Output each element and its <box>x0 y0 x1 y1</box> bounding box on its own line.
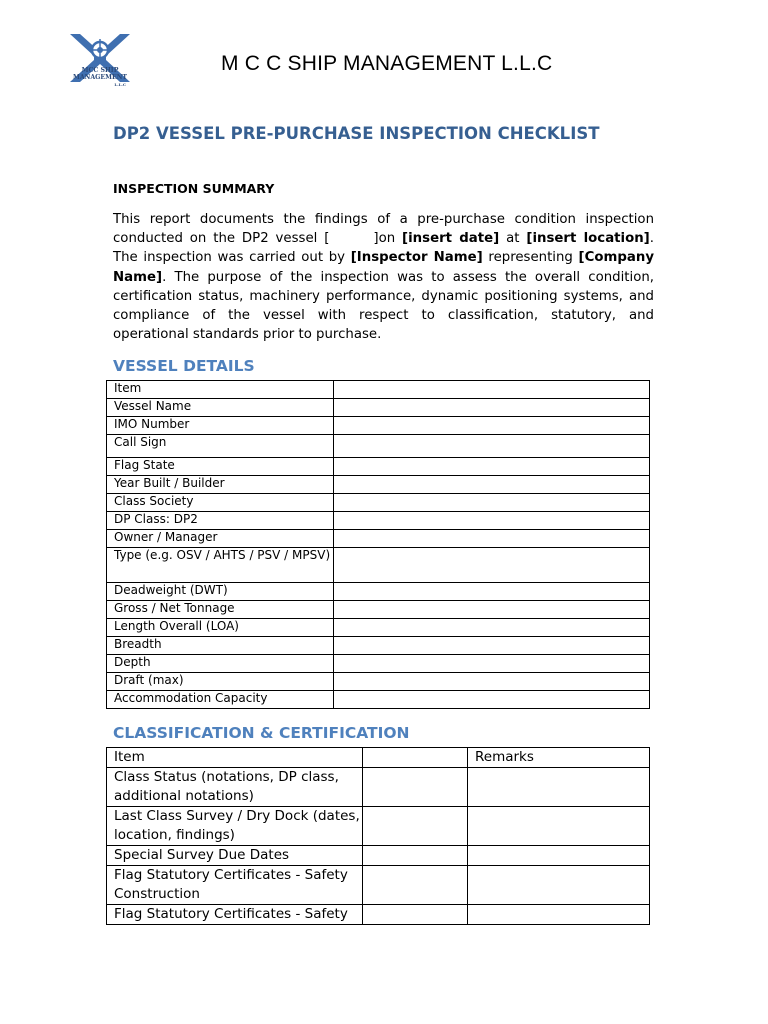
table-row: Call Sign <box>107 435 650 458</box>
insert-date-placeholder: [insert date] <box>402 231 500 247</box>
summary-heading: INSPECTION SUMMARY <box>113 181 275 196</box>
table-row: Flag State <box>107 458 650 476</box>
remarks-cell[interactable] <box>468 866 650 905</box>
value-cell[interactable] <box>363 866 468 905</box>
table-header-row <box>107 748 650 768</box>
value-cell[interactable] <box>334 619 650 637</box>
table-row: Depth <box>107 655 650 673</box>
remarks-cell[interactable] <box>468 768 650 807</box>
insert-location-placeholder: [insert location] <box>526 231 650 247</box>
value-cell[interactable] <box>334 417 650 435</box>
summary-paragraph: This report documents the findings of a pre-purchase condition inspection conducted on the DP2 vessel [ ]on [insert date] at [insert location]. The inspection was carried out by [Inspector Name] representing [Company Name]. The purpose of the inspection was to assess the overall condition, certification status, machinery performance, dynamic positioning systems, and compliance of the vessel with respect to classification, statutory, and operational standards prior to purchase. <box>113 212 654 343</box>
value-cell[interactable] <box>334 476 650 494</box>
value-cell[interactable] <box>334 435 650 458</box>
table-row: DP Class: DP2 <box>107 512 650 530</box>
value-cell[interactable] <box>334 399 650 417</box>
value-cell[interactable] <box>363 807 468 846</box>
value-cell[interactable] <box>334 458 650 476</box>
table-row: Accommodation Capacity <box>107 691 650 709</box>
value-cell[interactable] <box>334 548 650 583</box>
vessel-details-heading: VESSEL DETAILS <box>113 357 255 375</box>
inspector-name-placeholder: [Inspector Name] <box>350 250 483 266</box>
value-cell[interactable] <box>334 655 650 673</box>
value-cell[interactable] <box>334 673 650 691</box>
table-row: Owner / Manager <box>107 530 650 548</box>
table-row: Gross / Net Tonnage <box>107 601 650 619</box>
classification-table <box>106 747 650 925</box>
table-row: Length Overall (LOA) <box>107 619 650 637</box>
value-cell[interactable] <box>363 846 468 866</box>
table-row: Item <box>107 381 650 399</box>
table-row: Class Status (notations, DP class, additional notations) <box>107 768 650 807</box>
value-cell[interactable] <box>334 583 650 601</box>
value-cell[interactable] <box>334 601 650 619</box>
remarks-cell[interactable] <box>468 807 650 846</box>
company-name-placeholder: [Company Name] <box>113 250 654 285</box>
logo-llc: L.L.C <box>114 82 126 87</box>
value-cell[interactable] <box>334 512 650 530</box>
value-cell[interactable] <box>334 530 650 548</box>
value-column-header <box>363 748 468 768</box>
value-cell[interactable] <box>334 637 650 655</box>
vessel-details-table <box>106 380 650 709</box>
table-row: Year Built / Builder <box>107 476 650 494</box>
classification-heading: CLASSIFICATION & CERTIFICATION <box>113 724 410 742</box>
remarks-cell[interactable] <box>468 905 650 925</box>
table-row: Special Survey Due Dates <box>107 846 650 866</box>
document-title: DP2 VESSEL PRE-PURCHASE INSPECTION CHECKLIST <box>113 124 600 143</box>
item-column-header: Item <box>107 748 363 768</box>
value-cell[interactable] <box>334 494 650 512</box>
logo-text: MCC SHIP MANAGEMENT L.L.C <box>66 67 134 88</box>
remarks-cell[interactable] <box>468 846 650 866</box>
table-row: IMO Number <box>107 417 650 435</box>
company-name: M C C SHIP MANAGEMENT L.L.C <box>221 52 553 75</box>
value-cell[interactable] <box>363 768 468 807</box>
table-row: Draft (max) <box>107 673 650 691</box>
table-row: Breadth <box>107 637 650 655</box>
remarks-column-header: Remarks <box>468 748 650 768</box>
table-row: Last Class Survey / Dry Dock (dates, location, findings) <box>107 807 650 846</box>
table-row: Type (e.g. OSV / AHTS / PSV / MPSV) <box>107 548 650 583</box>
table-row: Flag Statutory Certificates - Safety <box>107 905 650 925</box>
table-row: Flag Statutory Certificates - Safety Construction <box>107 866 650 905</box>
value-cell[interactable] <box>334 381 650 399</box>
value-cell[interactable] <box>363 905 468 925</box>
value-cell[interactable] <box>334 691 650 709</box>
table-row: Deadweight (DWT) <box>107 583 650 601</box>
table-row: Class Society <box>107 494 650 512</box>
table-row: Vessel Name <box>107 399 650 417</box>
